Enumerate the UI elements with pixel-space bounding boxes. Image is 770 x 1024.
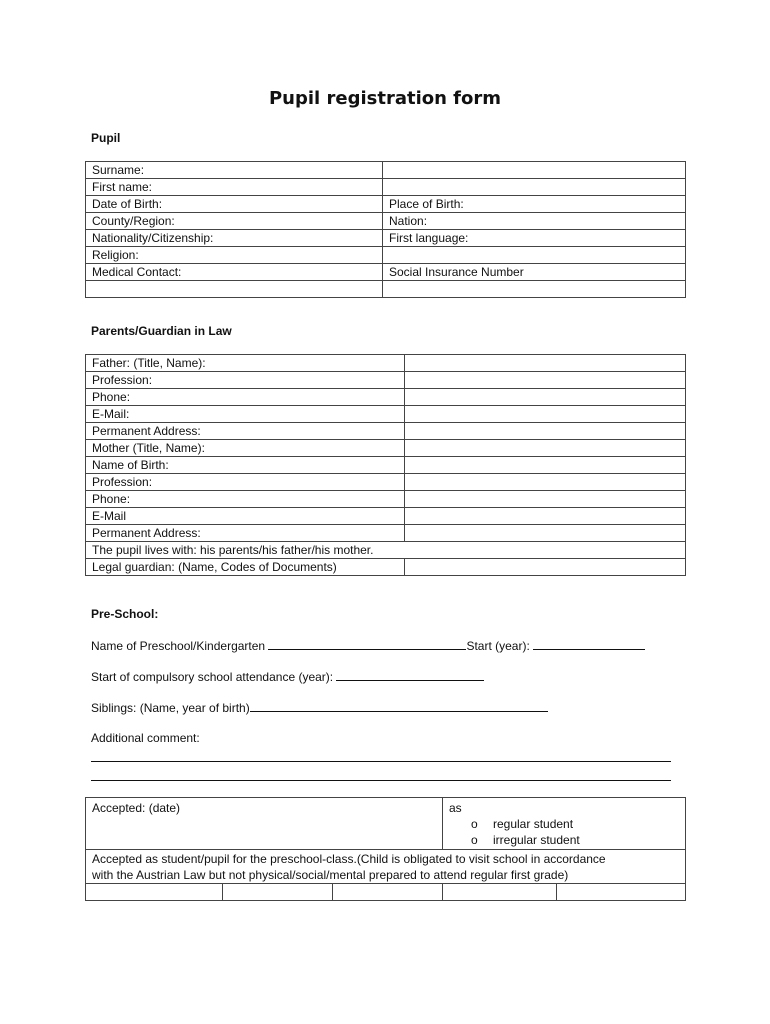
pupil-table — [85, 161, 686, 298]
siblings-line — [91, 699, 548, 715]
place-of-birth-label: Place of Birth: — [383, 196, 686, 213]
preschool-class-text-line2: with the Austrian Law but not physical/social/mental prepared to attend regular first grade) — [92, 868, 569, 882]
father-field[interactable] — [405, 355, 686, 372]
legal-guardian-field[interactable] — [405, 559, 686, 576]
legal-guardian-label: Legal guardian: (Name, Codes of Documents) — [86, 559, 405, 576]
table-row — [86, 884, 686, 901]
mother-birth-name-field[interactable] — [405, 457, 686, 474]
preschool-name-label: Name of Preschool/Kindergarten — [91, 639, 266, 653]
comment-line[interactable] — [91, 761, 671, 762]
table-row — [86, 423, 686, 440]
table-row — [86, 281, 686, 298]
bullet-icon: o — [471, 817, 478, 831]
empty-cell[interactable] — [383, 281, 686, 298]
additional-comment-label: Additional comment: — [91, 731, 200, 745]
father-profession-field[interactable] — [405, 372, 686, 389]
preschool-class-text-line1: Accepted as student/pupil for the preschool-class.(Child is obligated to visit school in accordance — [92, 852, 606, 866]
father-profession-label: Profession: — [86, 372, 405, 389]
first-name-label: First name: — [86, 179, 383, 196]
start-year-blank[interactable] — [533, 637, 645, 650]
lives-with-label: The pupil lives with: his parents/his father/his mother. — [86, 542, 686, 559]
preschool-class-cell — [86, 850, 686, 884]
table-row — [86, 542, 686, 559]
mother-field[interactable] — [405, 440, 686, 457]
date-of-birth-label: Date of Birth: — [86, 196, 383, 213]
option-label: irregular student — [493, 833, 580, 847]
table-row — [86, 264, 686, 281]
table-row — [86, 162, 686, 179]
accepted-date-label: Accepted: (date) — [92, 801, 181, 815]
empty-cell[interactable] — [557, 884, 686, 901]
table-row — [86, 213, 686, 230]
accepted-date-cell[interactable] — [86, 798, 443, 850]
page-title: Pupil registration form — [268, 88, 502, 109]
father-address-label: Permanent Address: — [86, 423, 405, 440]
comment-line[interactable] — [91, 780, 671, 781]
table-row — [86, 850, 686, 884]
mother-phone-field[interactable] — [405, 491, 686, 508]
preschool-name-blank[interactable] — [268, 637, 466, 650]
first-name-field[interactable] — [383, 179, 686, 196]
mother-profession-field[interactable] — [405, 474, 686, 491]
table-row — [86, 230, 686, 247]
compulsory-attendance-blank[interactable] — [336, 668, 484, 681]
empty-cell[interactable] — [443, 884, 557, 901]
pupil-section-heading: Pupil — [91, 131, 121, 145]
father-address-field[interactable] — [405, 423, 686, 440]
nation-label: Nation: — [383, 213, 686, 230]
parents-table — [85, 354, 686, 576]
first-language-label: First language: — [383, 230, 686, 247]
mother-profession-label: Profession: — [86, 474, 405, 491]
mother-address-field[interactable] — [405, 525, 686, 542]
empty-cell[interactable] — [86, 884, 223, 901]
option-irregular-student[interactable] — [449, 832, 685, 848]
surname-field[interactable] — [383, 162, 686, 179]
compulsory-attendance-line — [91, 668, 484, 684]
surname-label: Surname: — [86, 162, 383, 179]
table-row — [86, 179, 686, 196]
siblings-blank[interactable] — [250, 699, 548, 712]
empty-cell[interactable] — [86, 281, 383, 298]
parents-section-heading: Parents/Guardian in Law — [91, 324, 232, 338]
medical-contact-label: Medical Contact: — [86, 264, 383, 281]
as-label: as — [449, 801, 462, 815]
father-label: Father: (Title, Name): — [86, 355, 405, 372]
mother-email-label: E-Mail — [86, 508, 405, 525]
father-email-field[interactable] — [405, 406, 686, 423]
preschool-name-line — [91, 637, 645, 653]
table-row — [86, 406, 686, 423]
table-row — [86, 798, 686, 850]
bullet-icon: o — [471, 833, 478, 847]
table-row — [86, 508, 686, 525]
mother-email-field[interactable] — [405, 508, 686, 525]
father-phone-label: Phone: — [86, 389, 405, 406]
preschool-section-heading: Pre-School: — [91, 607, 159, 621]
mother-birth-name-label: Name of Birth: — [86, 457, 405, 474]
start-year-label: Start (year): — [466, 639, 530, 653]
table-row — [86, 196, 686, 213]
father-email-label: E-Mail: — [86, 406, 405, 423]
table-row — [86, 389, 686, 406]
table-row — [86, 247, 686, 264]
mother-label: Mother (Title, Name): — [86, 440, 405, 457]
county-region-label: County/Region: — [86, 213, 383, 230]
compulsory-attendance-label: Start of compulsory school attendance (year): — [91, 670, 334, 684]
mother-address-label: Permanent Address: — [86, 525, 405, 542]
table-row — [86, 372, 686, 389]
religion-field[interactable] — [383, 247, 686, 264]
student-type-cell — [443, 798, 686, 850]
table-row — [86, 525, 686, 542]
nationality-label: Nationality/Citizenship: — [86, 230, 383, 247]
religion-label: Religion: — [86, 247, 383, 264]
option-label: regular student — [493, 817, 574, 831]
social-insurance-label: Social Insurance Number — [383, 264, 686, 281]
mother-phone-label: Phone: — [86, 491, 405, 508]
table-row — [86, 440, 686, 457]
table-row — [86, 559, 686, 576]
father-phone-field[interactable] — [405, 389, 686, 406]
option-regular-student[interactable] — [449, 816, 685, 832]
empty-cell[interactable] — [333, 884, 443, 901]
empty-cell[interactable] — [223, 884, 333, 901]
acceptance-table — [85, 797, 686, 901]
table-row — [86, 491, 686, 508]
siblings-label: Siblings: (Name, year of birth) — [91, 701, 250, 715]
table-row — [86, 474, 686, 491]
table-row — [86, 457, 686, 474]
table-row — [86, 355, 686, 372]
